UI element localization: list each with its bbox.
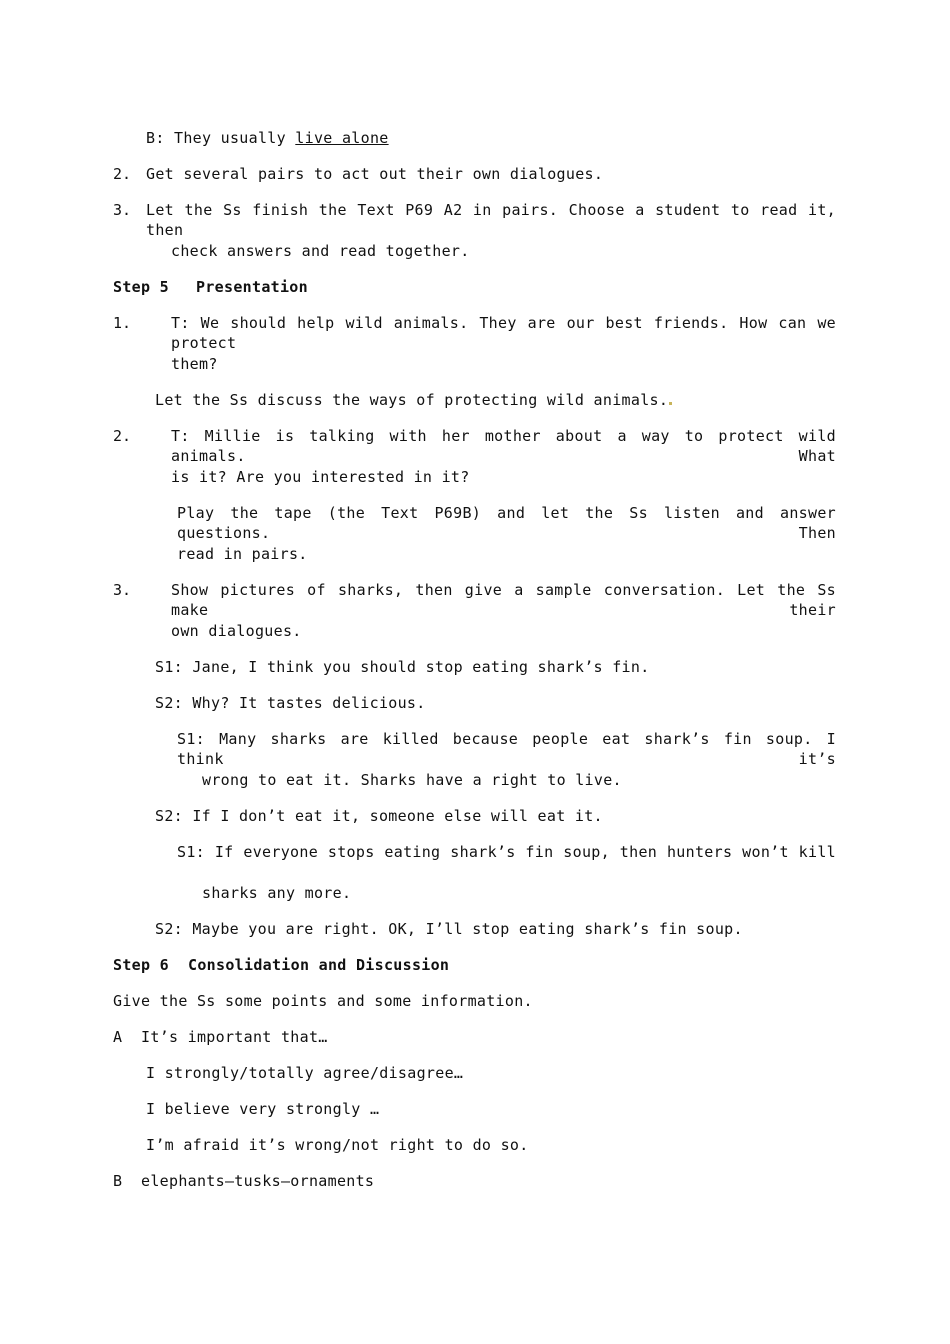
dialogue-line-b-alone: [146, 128, 389, 148]
step-title: Presentation: [196, 278, 308, 296]
phrase-line: I believe very strongly …: [146, 1100, 380, 1118]
instruction-line: [155, 390, 672, 410]
list-item-text: T: Millie is talking with her mother about a way to protect wild animals. What: [171, 427, 836, 465]
list-item-text-continued: is it? Are you interested in it?: [171, 468, 470, 486]
list-number: 1.: [113, 314, 132, 332]
section-a-line: A It’s important that…: [113, 1028, 328, 1046]
instruction-line-continued: read in pairs.: [177, 545, 308, 563]
text: B: They usually: [146, 129, 296, 147]
dialogue-line: S2: Why? It tastes delicious.: [155, 694, 426, 712]
dialogue-line: S1: Jane, I think you should stop eating shark’s fin.: [155, 658, 650, 676]
list-number: 3.: [113, 581, 132, 599]
list-number: 2.: [113, 165, 132, 183]
section-b-line: B elephants—tusks—ornaments: [113, 1172, 375, 1190]
paragraph-line: Give the Ss some points and some information.: [113, 992, 533, 1010]
edit-mark: [669, 402, 672, 405]
instruction-line: Play the tape (the Text P69B) and let the Ss listen and answer questions. Then: [177, 504, 836, 542]
dialogue-line-continued: sharks any more.: [202, 884, 352, 902]
list-item-text-continued: them?: [171, 355, 218, 373]
dialogue-line: S1: If everyone stops eating shark’s fin soup, then hunters won’t kill: [177, 843, 836, 861]
dialogue-line: S2: Maybe you are right. OK, I’ll stop eating shark’s fin soup.: [155, 920, 743, 938]
text: Let the Ss discuss the ways of protecting wild animals.: [155, 391, 669, 409]
phrase-line: I strongly/totally agree/disagree…: [146, 1064, 464, 1082]
list-item-text: Let the Ss finish the Text P69 A2 in pairs. Choose a student to read it, then: [146, 201, 836, 239]
list-item-text: Get several pairs to act out their own dialogues.: [146, 165, 604, 183]
list-number: 3.: [113, 201, 132, 219]
phrase-line: I’m afraid it’s wrong/not right to do so.: [146, 1136, 529, 1154]
list-item-text-continued: own dialogues.: [171, 622, 302, 640]
list-item-text-continued: check answers and read together.: [171, 242, 470, 260]
list-number: 2.: [113, 427, 132, 445]
dialogue-line: S1: Many sharks are killed because people eat shark’s fin soup. I think it’s: [177, 730, 836, 768]
step-label: Step 5: [113, 278, 169, 296]
dialogue-line: S2: If I don’t eat it, someone else will eat it.: [155, 807, 603, 825]
step-label: Step 6: [113, 956, 169, 974]
step-title: Consolidation and Discussion: [188, 956, 450, 974]
underlined-answer: live alone: [295, 129, 389, 147]
list-item-text: Show pictures of sharks, then give a sample conversation. Let the Ss make their: [171, 581, 836, 619]
dialogue-line-continued: wrong to eat it. Sharks have a right to live.: [202, 771, 622, 789]
list-item-text: T: We should help wild animals. They are our best friends. How can we protect: [171, 314, 836, 352]
